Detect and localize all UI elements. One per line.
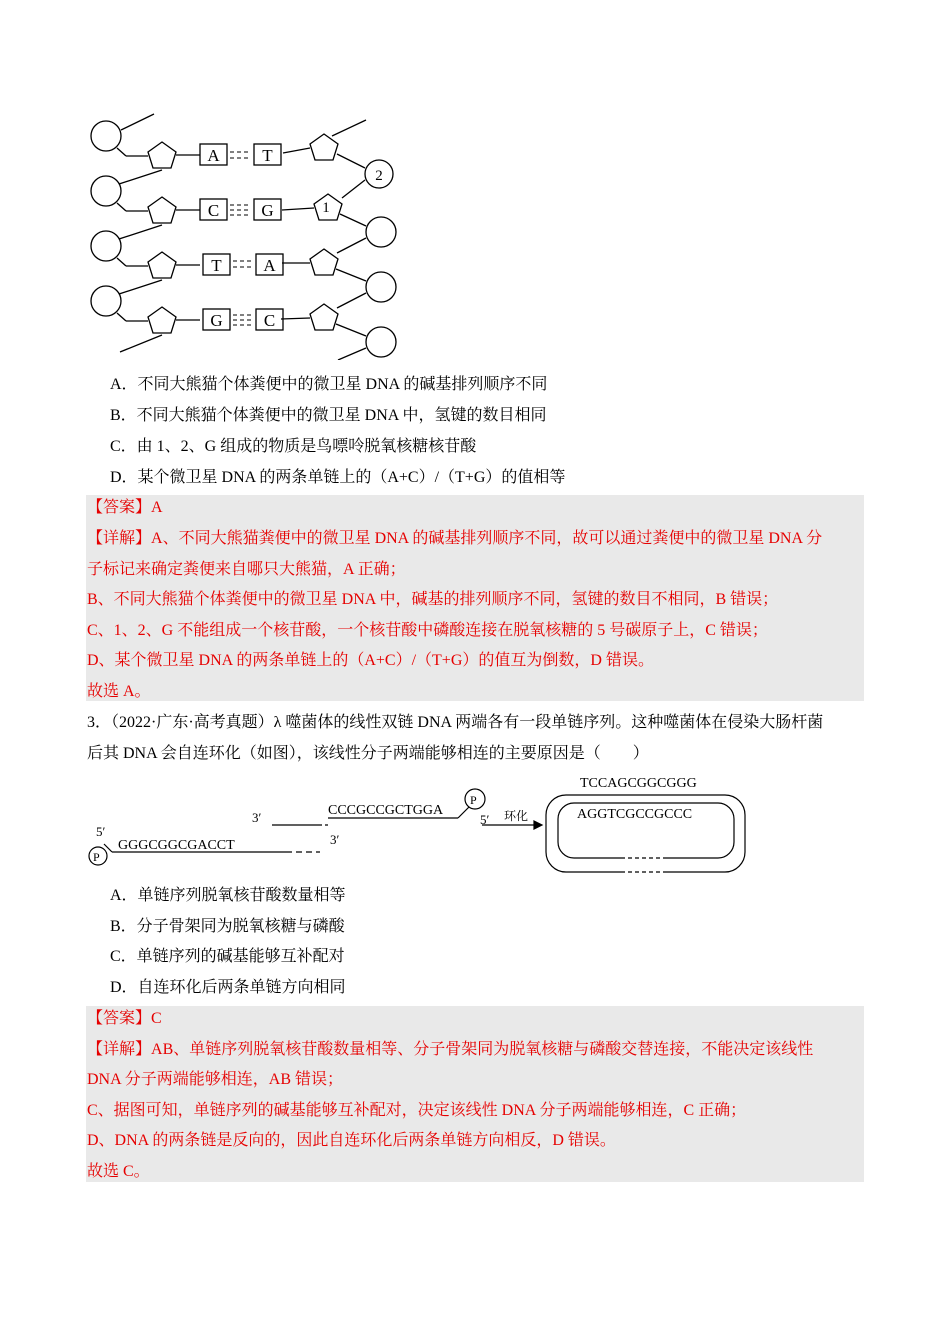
q2-detail-line: B、不同大熊猫个体粪便中的微卫星 DNA 中，碱基的排列顺序不同，氢键的数目不相同，B 错误； [87,591,779,608]
q3-stem: 3．（2022·广东·高考真题）λ 噬菌体的线性双链 DNA 两端各有一段单链序列。这种噬菌体在侵染大肠杆菌 [87,714,824,731]
base-label: T [262,146,273,165]
answer-value: A [151,499,163,516]
label-5prime: 5′ [96,824,106,839]
q3-option-c: C．单链序列的碱基能够互补配对 [110,948,345,965]
dna-circularization-figure [86,772,756,878]
phosphate-label: P [470,793,477,807]
base-label: G [210,311,223,330]
label-2: 2 [375,168,383,184]
detail-label: 【详解】 [87,530,152,547]
base-label: C [207,201,220,220]
arrow-label: 环化 [504,809,529,823]
q2-option-b: B．不同大熊猫个体粪便中的微卫星 DNA 中，氢键的数目相同 [110,407,547,424]
q2-option-a: A．不同大熊猫个体粪便中的微卫星 DNA 的碱基排列顺序不同 [110,376,548,393]
ring-seq-inner: AGGTCGCCGCCC [577,807,693,822]
q3-option-a: A．单链序列脱氧核苷酸数量相等 [110,887,346,904]
q2-option-d: D．某个微卫星 DNA 的两条单链上的（A+C）/（T+G）的值相等 [110,469,566,486]
base-label: A [263,256,276,275]
q3-detail-line: DNA 分子两端能够相连，AB 错误； [87,1071,344,1088]
base-label: A [207,146,220,165]
phosphate-label: P [93,850,100,864]
label-3prime: 3′ [252,810,262,825]
answer-label: 【答案】 [87,1010,152,1027]
base-label: G [261,201,274,220]
label-1: 1 [322,200,330,216]
q3-option-d: D．自连环化后两条单链方向相同 [110,979,346,996]
seq-bottom: GGGCGGCGACCT [118,838,235,853]
q2-detail-line: 故选 A。 [87,683,151,700]
ring-seq-top: TCCAGCGGCGGG [580,776,697,791]
q3-detail-line [87,1039,813,1061]
q3-option-b: B．分子骨架同为脱氧核糖与磷酸 [110,918,345,935]
q2-option-c: C．由 1、2、G 组成的物质是鸟嘌呤脱氧核糖核苷酸 [110,438,477,455]
answer-label: 【答案】 [87,499,152,516]
label-5prime: 5′ [480,812,490,827]
dna-structure-figure [84,108,404,360]
q2-answer [87,497,163,519]
q3-detail-line: 故选 C。 [87,1163,150,1180]
q2-detail-line: C、1、2、G 不能组成一个核苷酸，一个核苷酸中磷酸连接在脱氧核糖的 5 号碳原子上，C 错误； [87,622,768,639]
answer-value: C [151,1010,162,1027]
q3-answer [87,1008,162,1030]
detail-label: 【详解】 [87,1041,152,1058]
seq-top: CCCGCCGCTGGA [328,803,444,818]
q3-detail-line: D、DNA 的两条链是反向的，因此自连环化后两条单链方向相反，D 错误。 [87,1132,616,1149]
q2-detail-line [87,528,822,550]
detail-text: A、不同大熊猫粪便中的微卫星 DNA 的碱基排列顺序不同，故可以通过粪便中的微卫星 DNA 分 [151,530,823,547]
q2-detail-line: D、某个微卫星 DNA 的两条单链上的（A+C）/（T+G）的值互为倒数，D 错误。 [87,652,654,669]
label-3prime: 3′ [330,832,340,847]
q3-detail-line: C、据图可知，单链序列的碱基能够互补配对，决定该线性 DNA 分子两端能够相连，C 正确； [87,1102,747,1119]
base-label: C [263,311,276,330]
q3-explanation-block [86,1006,864,1182]
q2-detail-line: 子标记来确定粪便来自哪只大熊猫，A 正确； [87,561,406,578]
base-label: T [211,256,222,275]
detail-text: AB、单链序列脱氧核苷酸数量相等、分子骨架同为脱氧核糖与磷酸交替连接，不能决定该线性 [151,1041,814,1058]
q3-stem: 后其 DNA 会自连环化（如图），该线性分子两端能够相连的主要原因是（ ） [87,745,649,762]
